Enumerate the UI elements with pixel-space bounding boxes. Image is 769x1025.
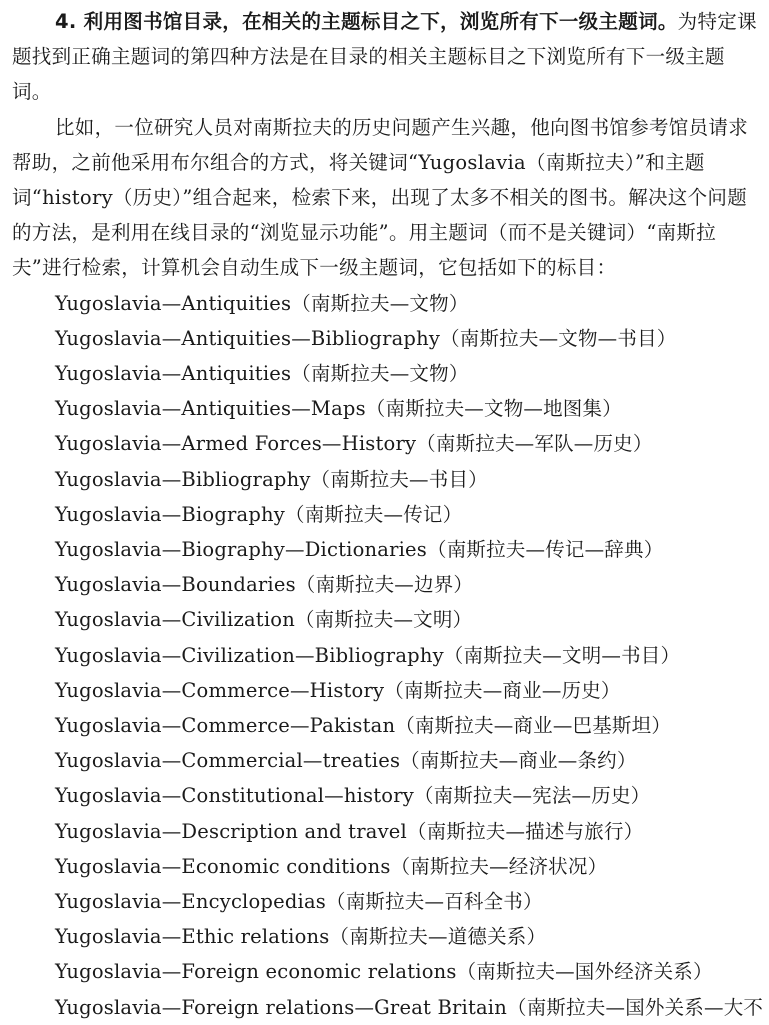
- subject-heading-entry: Yugoslavia—Economic conditions（南斯拉夫—经济状况）: [55, 854, 608, 878]
- subject-heading-entry: Yugoslavia—Commerce—Pakistan（南斯拉夫—商业—巴基斯坦）: [55, 714, 672, 738]
- section-heading: 4. 利用图书馆目录，在相关的主题标目之下，浏览所有下一级主题词。: [55, 10, 678, 33]
- paragraph-example: 比如，一位研究人员对南斯拉夫的历史问题产生兴趣，他向图书馆参考馆员请求帮助，之前他采用布尔组合的方式，将关键词“Yugoslavia（南斯拉夫）”和主题词“history（历史）”组合起来，检索下来，出现了太多不相关的图书。解决这个问题的方法，是利用在线目录的“浏览显示功能”。用主题词（而不是关键词）“南斯拉夫”进行检索，计算机会自动生成下一级主题词，它包括如下的标目：: [12, 115, 749, 280]
- subject-heading-entry: Yugoslavia—Commerce—History（南斯拉夫—商业—历史）: [55, 678, 621, 702]
- document-page: [12, 4, 762, 1025]
- subject-heading-entry: Yugoslavia—Biography（南斯拉夫—传记）: [55, 502, 463, 526]
- subject-heading-entry: Yugoslavia—Antiquities—Maps（南斯拉夫—文物—地图集）: [55, 397, 622, 421]
- subject-heading-entry: Yugoslavia—Antiquities—Bibliography（南斯拉夫—文物—书目）: [55, 326, 677, 350]
- subject-heading-entry: Yugoslavia—Civilization（南斯拉夫—文明）: [55, 608, 473, 632]
- subject-heading-entry: Yugoslavia—Foreign relations—Great Britain（南斯拉夫—国外关系—大不: [55, 995, 764, 1019]
- subject-heading-entry: Yugoslavia—Ethic relations（南斯拉夫—道德关系）: [55, 925, 547, 949]
- paragraph-method-four: [12, 4, 762, 110]
- subject-heading-entry: Yugoslavia—Encyclopedias（南斯拉夫—百科全书）: [55, 890, 543, 914]
- subject-heading-entry: Yugoslavia—Description and travel（南斯拉夫—描述与旅行）: [55, 819, 644, 843]
- subject-heading-entry: Yugoslavia—Constitutional—history（南斯拉夫—宪法—历史）: [55, 784, 651, 808]
- subject-heading-entry: Yugoslavia—Bibliography（南斯拉夫—书目）: [55, 467, 488, 491]
- subject-heading-entry: Yugoslavia—Civilization—Bibliography（南斯拉夫—文明—书目）: [55, 643, 681, 667]
- subject-heading-entry: Yugoslavia—Biography—Dictionaries（南斯拉夫—传记—辞典）: [55, 538, 664, 562]
- subject-heading-list: [12, 286, 762, 1025]
- subject-heading-entry: Yugoslavia—Boundaries（南斯拉夫—边界）: [55, 573, 474, 597]
- subject-heading-entry: Yugoslavia—Commercial—treaties（南斯拉夫—商业—条约）: [55, 749, 637, 773]
- subject-heading-entry: Yugoslavia—Foreign economic relations（南斯拉夫—国外经济关系）: [55, 960, 713, 984]
- paragraph-method-four-body: 为特定课题找到正确主题词的第四种方法是在目录的相关主题标目之下浏览所有下一级主题词。: [12, 10, 757, 104]
- subject-heading-entry: Yugoslavia—Antiquities（南斯拉夫—文物）: [55, 291, 469, 315]
- subject-heading-entry: Yugoslavia—Armed Forces—History（南斯拉夫—军队—历史）: [55, 432, 653, 456]
- subject-heading-entry: Yugoslavia—Antiquities（南斯拉夫—文物）: [55, 362, 469, 386]
